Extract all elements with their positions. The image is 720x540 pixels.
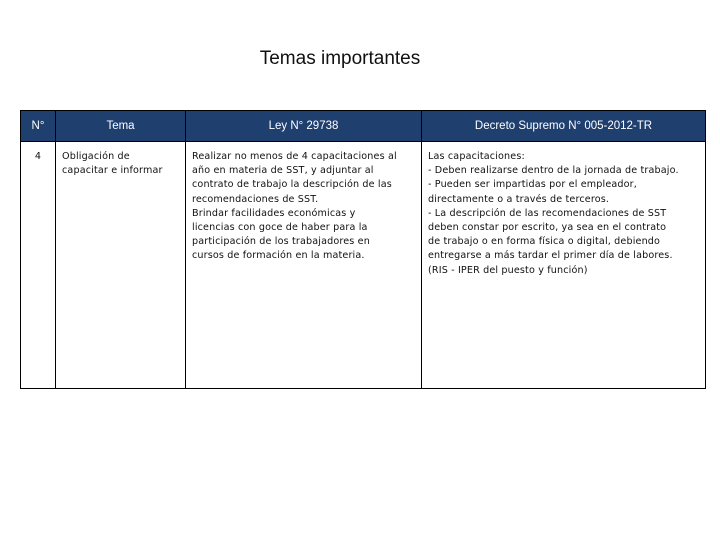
text-line: - La descripción de las recomendaciones de SST — [428, 207, 667, 219]
cell-topic — [56, 142, 186, 389]
text-line: participación de los trabajadores en — [192, 236, 370, 248]
text-line: contrato de trabajo la descripción de las — [192, 179, 392, 191]
header-topic: Tema — [56, 111, 186, 142]
table-header-row — [21, 111, 706, 142]
text-line: Realizar no menos de 4 capacitaciones al — [192, 151, 397, 162]
text-line: entregarse a más tardar el primer día de labores. — [428, 250, 673, 262]
header-decree: Decreto Supremo N° 005-2012-TR — [422, 111, 706, 142]
header-law: Ley N° 29738 — [186, 111, 422, 142]
text-line: Brindar facilidades económicas y — [192, 207, 356, 219]
table-row — [21, 142, 706, 389]
text-line: cursos de formación en la materia. — [192, 250, 365, 262]
text-line: Las capacitaciones: — [428, 151, 525, 162]
text-line: - Pueden ser impartidas por el empleador, — [428, 179, 637, 191]
text-line: capacitar e informar — [62, 165, 163, 177]
text-line: recomendaciones de SST. — [192, 193, 319, 205]
text-line: directamente o a través de terceros. — [428, 193, 610, 205]
text-line: año en materia de SST, y adjuntar al — [192, 165, 374, 177]
text-line: (RIS - IPER del puesto y función) — [428, 264, 588, 276]
cell-number: 4 — [21, 142, 56, 389]
text-line: licencias con goce de haber para la — [192, 222, 368, 234]
text-line: de trabajo o en forma física o digital, debiendo — [428, 236, 661, 248]
text-line: Obligación de — [62, 151, 130, 162]
header-number: N° — [21, 111, 56, 142]
cell-decree — [422, 142, 706, 389]
text-line: - Deben realizarse dentro de la jornada de trabajo. — [428, 165, 679, 177]
topics-table — [20, 110, 706, 389]
cell-law — [186, 142, 422, 389]
page-title: Temas importantes — [259, 48, 421, 69]
text-line: deben constar por escrito, ya sea en el contrato — [428, 222, 667, 234]
